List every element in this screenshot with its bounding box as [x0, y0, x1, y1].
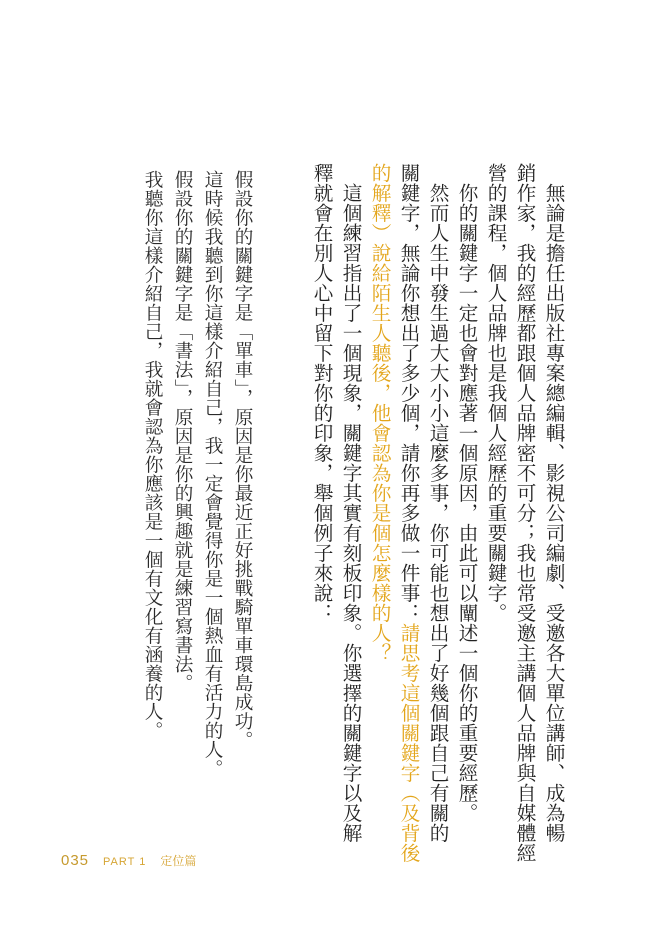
paragraph-line: 然而人生中發生過大大小小這麼多事，你可能也想出了好幾個跟自己有關的	[426, 163, 449, 843]
body-text	[307, 163, 568, 863]
example-line: 我聽你這樣介紹自己，我就會認為你應該是一個有文化有涵養的人。	[142, 170, 163, 740]
paragraph-line: 你的關鍵字一定也會對應著一個原因，由此可以闡述一個你的重要經歷。	[455, 163, 478, 823]
paragraph-text: 關鍵字，無論你想出了多少個，請你再多做一件事：	[397, 163, 420, 623]
page-footer	[61, 852, 196, 869]
example-line: 假設你的關鍵字是「書法」，原因是你的興趣就是練習寫書法。	[172, 170, 193, 693]
paragraph-line	[394, 163, 423, 863]
paragraph-line: 無論是擔任出版社專案總編輯、影視公司編劇、受邀各大單位講師、成為暢	[542, 163, 565, 843]
paragraph-line: 銷作家，我的經歷都跟個人品牌密不可分；我也常受邀主講個人品牌與自媒體經	[513, 163, 536, 863]
highlighted-line: 的解釋）說給陌生人聽後，他會認為你是個怎麼樣的人？	[368, 163, 391, 663]
example-block	[137, 170, 257, 778]
page-number: 035	[61, 852, 90, 869]
paragraph-line: 這個練習指出了一個現象，關鍵字其實有刻板印象。你選擇的關鍵字以及解	[339, 163, 362, 843]
part-label: PART 1	[103, 856, 147, 868]
paragraph-line: 釋就會在別人心中留下對你的印象，舉個例子來說：	[310, 163, 333, 623]
example-line: 這時候我聽到你這樣介紹自己，我一定會覺得你是一個熱血有活力的人。	[202, 170, 223, 778]
part-title: 定位篇	[160, 854, 197, 868]
example-line: 假設你的關鍵字是「單車」，原因是你最近正好挑戰騎單車環島成功。	[232, 170, 253, 750]
highlighted-text: 請思考這個關鍵字（及背後	[397, 623, 420, 863]
paragraph-line: 營的課程，個人品牌也是我個人經歷的重要關鍵字。	[484, 163, 507, 623]
